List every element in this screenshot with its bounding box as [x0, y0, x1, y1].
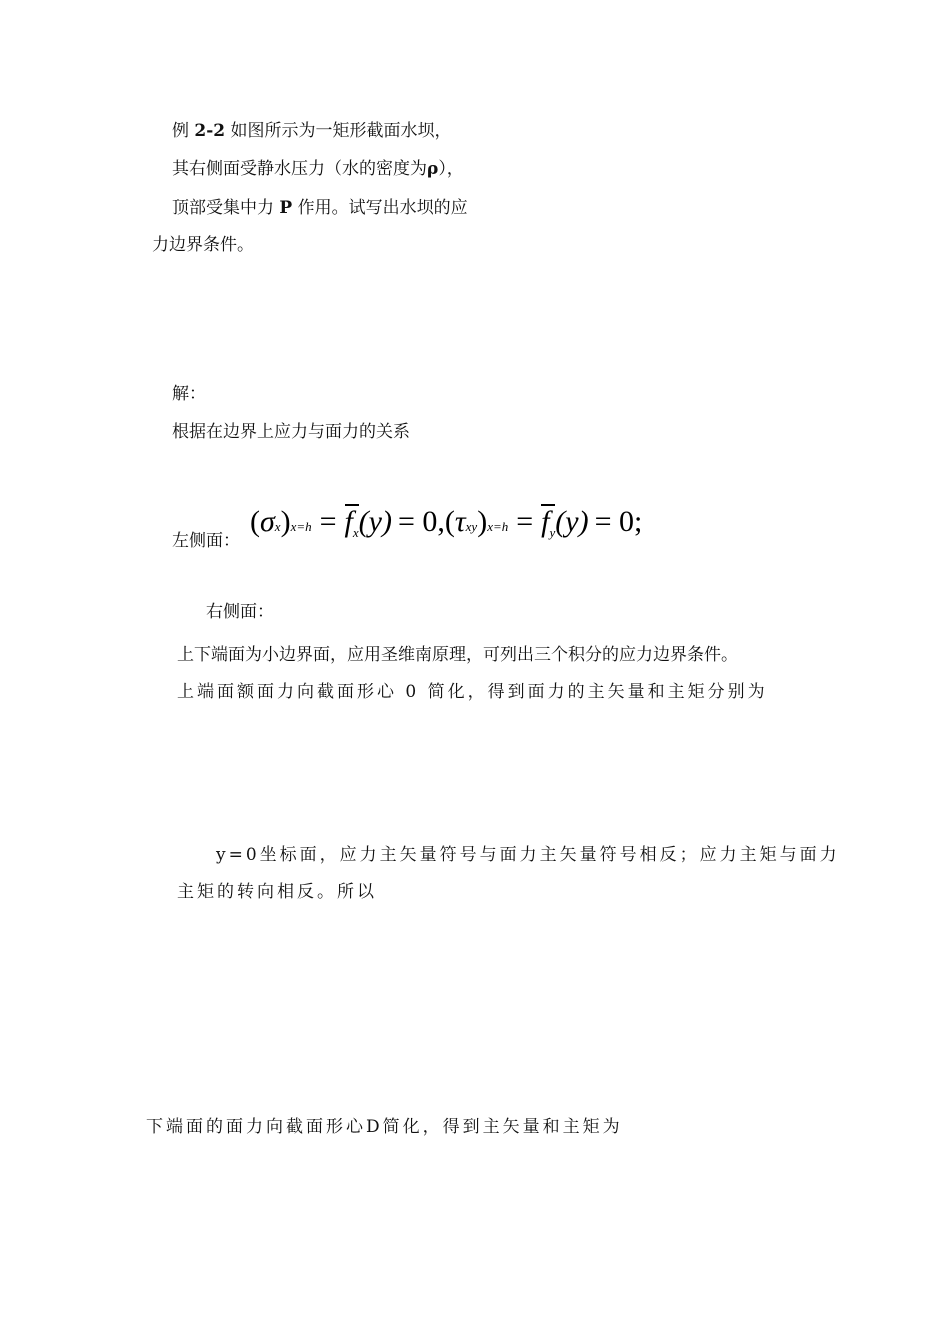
solution-intro: 根据在边界上应力与面力的关系 — [172, 422, 410, 442]
left-boundary-formula: ( σ x ) x=h = $f_x$ (y) = 0 , ( τ xy ) x=h = $f_y$ (y) = 0 ; — [250, 505, 643, 540]
left-side-label: 左侧面： — [172, 531, 240, 551]
condition-subscript-2: x=h — [487, 519, 509, 534]
arg-1: (y) — [358, 505, 392, 538]
fx-subscript: x — [352, 525, 359, 540]
fy-overline — [541, 504, 555, 539]
problem-text-3a: 顶部受集中力 — [172, 198, 274, 218]
sigma-subscript: x — [274, 519, 281, 534]
arg-2: (y) — [555, 505, 589, 538]
f-symbol-2: f — [541, 505, 550, 538]
top-face-text: 上端面额面力向截面形心 0 简化，得到面力的主矢量和主矩分别为 — [177, 682, 768, 702]
eq-zero-1: = 0 — [397, 505, 438, 538]
problem-text-2b: ）， — [438, 159, 464, 179]
force-p-symbol: P — [279, 198, 293, 218]
small-boundary-text: 上下端面为小边界面，应用圣维南原理，可列出三个积分的应力边界条件。 — [177, 645, 738, 665]
example-number: 2-2 — [194, 121, 226, 141]
problem-text-1: 如图所示为一矩形截面水坝， — [230, 121, 452, 141]
problem-line-2 — [172, 161, 464, 178]
solution-label: 解： — [172, 384, 206, 404]
tau-symbol: τ — [454, 505, 466, 538]
tau-subscript: xy — [465, 519, 478, 534]
sigma-symbol: σ — [260, 505, 275, 538]
problem-text-3b: 作用。试写出水坝的应 — [297, 198, 468, 218]
fy-subscript: y — [549, 525, 556, 540]
condition-subscript-1: x=h — [290, 519, 312, 534]
y0-text-line-2: 主矩的转向相反。所以 — [177, 882, 377, 902]
eq-zero-2: = 0 — [594, 505, 634, 538]
f-symbol-1: f — [344, 505, 353, 538]
fx-overline — [345, 504, 359, 539]
right-side-label: 右侧面： — [206, 602, 274, 622]
problem-line-4: 力边界条件。 — [152, 235, 254, 255]
problem-line-3 — [172, 200, 468, 217]
rho-symbol: ρ — [427, 159, 439, 179]
bottom-face-text: 下端面的面力向截面形心D简化，得到主矢量和主矩为 — [146, 1117, 623, 1137]
y0-text-line-1: y=0坐标面，应力主矢量符号与面力主矢量符号相反；应力主矩与面力 — [216, 845, 840, 865]
problem-text-2a: 其右侧面受静水压力（水的密度为 — [172, 159, 427, 179]
problem-line-1 — [172, 123, 452, 140]
example-label: 例 — [172, 121, 189, 141]
